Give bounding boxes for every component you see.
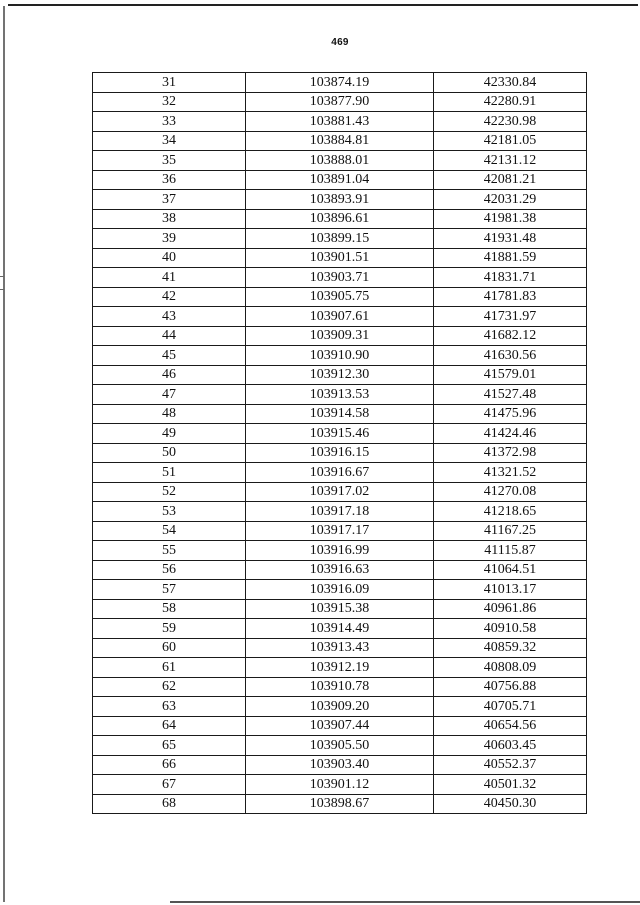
point-number-cell: 38 (93, 209, 246, 229)
x-coordinate-cell: 103898.67 (246, 794, 434, 814)
x-coordinate-cell: 103905.50 (246, 736, 434, 756)
point-number-cell: 34 (93, 131, 246, 151)
table-row (93, 170, 587, 190)
table-row (93, 638, 587, 658)
y-coordinate-cell: 41781.83 (434, 287, 587, 307)
table-row (93, 92, 587, 112)
point-number-cell: 46 (93, 365, 246, 385)
table-row (93, 502, 587, 522)
point-number-cell: 40 (93, 248, 246, 268)
table-row (93, 463, 587, 483)
y-coordinate-cell: 41931.48 (434, 229, 587, 249)
table-body (93, 73, 587, 814)
y-coordinate-cell: 42280.91 (434, 92, 587, 112)
x-coordinate-cell: 103877.90 (246, 92, 434, 112)
table-row (93, 697, 587, 717)
x-coordinate-cell: 103910.90 (246, 346, 434, 366)
point-number-cell: 39 (93, 229, 246, 249)
scan-top-edge (8, 4, 638, 6)
y-coordinate-cell: 40808.09 (434, 658, 587, 678)
margin-mark (0, 276, 4, 277)
table-row (93, 73, 587, 93)
point-number-cell: 43 (93, 307, 246, 327)
x-coordinate-cell: 103901.51 (246, 248, 434, 268)
point-number-cell: 35 (93, 151, 246, 171)
x-coordinate-cell: 103903.71 (246, 268, 434, 288)
x-coordinate-cell: 103888.01 (246, 151, 434, 171)
table-row (93, 775, 587, 795)
x-coordinate-cell: 103909.20 (246, 697, 434, 717)
table-row (93, 794, 587, 814)
point-number-cell: 57 (93, 580, 246, 600)
x-coordinate-cell: 103914.49 (246, 619, 434, 639)
point-number-cell: 50 (93, 443, 246, 463)
y-coordinate-cell: 40450.30 (434, 794, 587, 814)
x-coordinate-cell: 103903.40 (246, 755, 434, 775)
table-row (93, 365, 587, 385)
x-coordinate-cell: 103914.58 (246, 404, 434, 424)
scan-bottom-edge (170, 901, 640, 903)
table-row (93, 248, 587, 268)
y-coordinate-cell: 40859.32 (434, 638, 587, 658)
point-number-cell: 66 (93, 755, 246, 775)
y-coordinate-cell: 42081.21 (434, 170, 587, 190)
point-number-cell: 48 (93, 404, 246, 424)
x-coordinate-cell: 103881.43 (246, 112, 434, 132)
point-number-cell: 42 (93, 287, 246, 307)
y-coordinate-cell: 41630.56 (434, 346, 587, 366)
point-number-cell: 37 (93, 190, 246, 210)
y-coordinate-cell: 41981.38 (434, 209, 587, 229)
point-number-cell: 49 (93, 424, 246, 444)
y-coordinate-cell: 41270.08 (434, 482, 587, 502)
page-number: 469 (331, 37, 349, 48)
margin-mark (0, 289, 4, 290)
table-row (93, 209, 587, 229)
y-coordinate-cell: 41013.17 (434, 580, 587, 600)
x-coordinate-cell: 103915.46 (246, 424, 434, 444)
y-coordinate-cell: 42330.84 (434, 73, 587, 93)
y-coordinate-cell: 41372.98 (434, 443, 587, 463)
y-coordinate-cell: 42181.05 (434, 131, 587, 151)
point-number-cell: 62 (93, 677, 246, 697)
table-row (93, 346, 587, 366)
point-number-cell: 32 (93, 92, 246, 112)
table-row (93, 755, 587, 775)
y-coordinate-cell: 41682.12 (434, 326, 587, 346)
table-row (93, 229, 587, 249)
point-number-cell: 65 (93, 736, 246, 756)
point-number-cell: 56 (93, 560, 246, 580)
table-row (93, 326, 587, 346)
y-coordinate-cell: 41881.59 (434, 248, 587, 268)
y-coordinate-cell: 41579.01 (434, 365, 587, 385)
point-number-cell: 44 (93, 326, 246, 346)
y-coordinate-cell: 41731.97 (434, 307, 587, 327)
x-coordinate-cell: 103901.12 (246, 775, 434, 795)
point-number-cell: 59 (93, 619, 246, 639)
y-coordinate-cell: 42230.98 (434, 112, 587, 132)
table-row (93, 599, 587, 619)
table-row (93, 268, 587, 288)
y-coordinate-cell: 40654.56 (434, 716, 587, 736)
point-number-cell: 54 (93, 521, 246, 541)
y-coordinate-cell: 41064.51 (434, 560, 587, 580)
point-number-cell: 53 (93, 502, 246, 522)
table-row (93, 541, 587, 561)
table-row (93, 307, 587, 327)
point-number-cell: 58 (93, 599, 246, 619)
point-number-cell: 41 (93, 268, 246, 288)
y-coordinate-cell: 40756.88 (434, 677, 587, 697)
point-number-cell: 47 (93, 385, 246, 405)
table-row (93, 619, 587, 639)
y-coordinate-cell: 41475.96 (434, 404, 587, 424)
y-coordinate-cell: 41167.25 (434, 521, 587, 541)
table-row (93, 443, 587, 463)
table-row (93, 131, 587, 151)
point-number-cell: 67 (93, 775, 246, 795)
table-row (93, 716, 587, 736)
table-row (93, 482, 587, 502)
x-coordinate-cell: 103896.61 (246, 209, 434, 229)
table-row (93, 151, 587, 171)
point-number-cell: 63 (93, 697, 246, 717)
y-coordinate-cell: 40961.86 (434, 599, 587, 619)
x-coordinate-cell: 103907.44 (246, 716, 434, 736)
table-row (93, 404, 587, 424)
x-coordinate-cell: 103884.81 (246, 131, 434, 151)
table-row (93, 560, 587, 580)
y-coordinate-cell: 40705.71 (434, 697, 587, 717)
y-coordinate-cell: 40910.58 (434, 619, 587, 639)
x-coordinate-cell: 103893.91 (246, 190, 434, 210)
table-row (93, 677, 587, 697)
x-coordinate-cell: 103916.09 (246, 580, 434, 600)
x-coordinate-cell: 103905.75 (246, 287, 434, 307)
x-coordinate-cell: 103891.04 (246, 170, 434, 190)
table-row (93, 385, 587, 405)
y-coordinate-cell: 41527.48 (434, 385, 587, 405)
point-number-cell: 36 (93, 170, 246, 190)
table-row (93, 658, 587, 678)
point-number-cell: 51 (93, 463, 246, 483)
x-coordinate-cell: 103907.61 (246, 307, 434, 327)
point-number-cell: 61 (93, 658, 246, 678)
y-coordinate-cell: 41424.46 (434, 424, 587, 444)
table-row (93, 287, 587, 307)
x-coordinate-cell: 103874.19 (246, 73, 434, 93)
x-coordinate-cell: 103916.67 (246, 463, 434, 483)
x-coordinate-cell: 103916.15 (246, 443, 434, 463)
scan-left-edge (3, 6, 5, 902)
y-coordinate-cell: 41321.52 (434, 463, 587, 483)
point-number-cell: 68 (93, 794, 246, 814)
x-coordinate-cell: 103917.18 (246, 502, 434, 522)
y-coordinate-cell: 40501.32 (434, 775, 587, 795)
x-coordinate-cell: 103899.15 (246, 229, 434, 249)
point-number-cell: 52 (93, 482, 246, 502)
x-coordinate-cell: 103915.38 (246, 599, 434, 619)
coordinates-table (92, 72, 587, 814)
x-coordinate-cell: 103910.78 (246, 677, 434, 697)
x-coordinate-cell: 103916.99 (246, 541, 434, 561)
table-row (93, 580, 587, 600)
table-row (93, 521, 587, 541)
x-coordinate-cell: 103913.43 (246, 638, 434, 658)
table-row (93, 424, 587, 444)
x-coordinate-cell: 103912.30 (246, 365, 434, 385)
table-row (93, 736, 587, 756)
y-coordinate-cell: 42131.12 (434, 151, 587, 171)
x-coordinate-cell: 103917.17 (246, 521, 434, 541)
x-coordinate-cell: 103913.53 (246, 385, 434, 405)
point-number-cell: 64 (93, 716, 246, 736)
point-number-cell: 33 (93, 112, 246, 132)
x-coordinate-cell: 103916.63 (246, 560, 434, 580)
y-coordinate-cell: 42031.29 (434, 190, 587, 210)
point-number-cell: 45 (93, 346, 246, 366)
y-coordinate-cell: 41218.65 (434, 502, 587, 522)
point-number-cell: 55 (93, 541, 246, 561)
x-coordinate-cell: 103917.02 (246, 482, 434, 502)
y-coordinate-cell: 40603.45 (434, 736, 587, 756)
table-row (93, 112, 587, 132)
table-row (93, 190, 587, 210)
point-number-cell: 60 (93, 638, 246, 658)
y-coordinate-cell: 41831.71 (434, 268, 587, 288)
x-coordinate-cell: 103912.19 (246, 658, 434, 678)
x-coordinate-cell: 103909.31 (246, 326, 434, 346)
point-number-cell: 31 (93, 73, 246, 93)
y-coordinate-cell: 40552.37 (434, 755, 587, 775)
y-coordinate-cell: 41115.87 (434, 541, 587, 561)
